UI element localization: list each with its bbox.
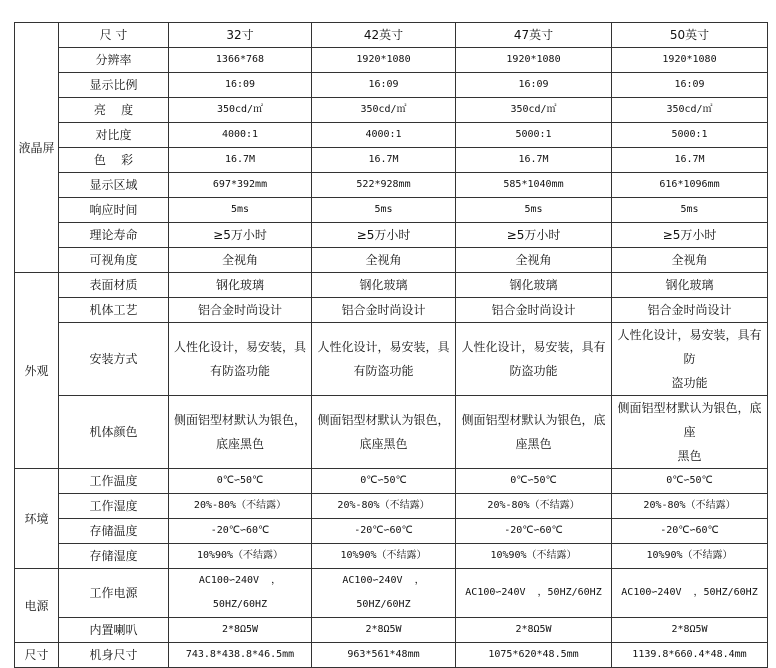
cell-value: 全视角 — [312, 248, 456, 273]
table-row — [15, 48, 768, 73]
cell-line: 底座黑色 — [359, 437, 408, 451]
cell-value: 743.8*438.8*46.5mm — [169, 643, 312, 668]
cell-value: 2*8Ω5W — [456, 618, 612, 643]
row-label: 亮 度 — [59, 98, 169, 123]
cell-value: -20℃∽60℃ — [169, 519, 312, 544]
table-row — [15, 173, 768, 198]
cell-line: 人性化设计，易安装，具 — [173, 340, 306, 354]
cell-value: 20%-80%（不结露） — [612, 494, 768, 519]
cell-value — [612, 569, 768, 618]
cell-value — [456, 396, 612, 469]
cell-line: AC100∽240V ， — [342, 575, 425, 586]
cell-line: 50HZ/60HZ — [212, 599, 268, 610]
table-row — [15, 148, 768, 173]
table-row — [15, 123, 768, 148]
row-label: 可视角度 — [59, 248, 169, 273]
cell-value: 全视角 — [456, 248, 612, 273]
cell-value: 16.7M — [612, 148, 768, 173]
cell-value: 16:09 — [612, 73, 768, 98]
header-size-42: 42英寸 — [312, 23, 456, 48]
cell-value: 16:09 — [169, 73, 312, 98]
row-label: 存储温度 — [59, 519, 169, 544]
cell-value: 5000:1 — [456, 123, 612, 148]
cell-value: -20℃∽60℃ — [456, 519, 612, 544]
row-label: 内置喇叭 — [59, 618, 169, 643]
header-size-32: 32寸 — [169, 23, 312, 48]
table-row — [15, 73, 768, 98]
table-row — [15, 98, 768, 123]
table-row — [15, 273, 768, 298]
cell-line: AC100∽240V ，50HZ/60HZ — [621, 587, 758, 598]
cell-value: 1366*768 — [169, 48, 312, 73]
table-row — [15, 223, 768, 248]
cell-value: 5000:1 — [612, 123, 768, 148]
cell-value — [612, 323, 768, 396]
row-label: 安装方式 — [59, 323, 169, 396]
row-label: 机体工艺 — [59, 298, 169, 323]
cell-value: 钢化玻璃 — [456, 273, 612, 298]
cell-value: -20℃∽60℃ — [312, 519, 456, 544]
row-label: 分辨率 — [59, 48, 169, 73]
cell-value: 10%90%（不结露） — [169, 544, 312, 569]
cell-value — [312, 323, 456, 396]
cell-line: 侧面铝型材默认为银色，底 — [461, 413, 606, 427]
cell-value — [456, 323, 612, 396]
cell-value: 5ms — [612, 198, 768, 223]
cell-value: 1920*1080 — [456, 48, 612, 73]
row-label: 对比度 — [59, 123, 169, 148]
table-row — [15, 569, 768, 618]
header-size-50: 50英寸 — [612, 23, 768, 48]
table-row — [15, 643, 768, 668]
table-row — [15, 544, 768, 569]
cell-value — [169, 396, 312, 469]
group-power: 电源 — [15, 569, 59, 643]
cell-value: 全视角 — [169, 248, 312, 273]
cell-value: 10%90%（不结露） — [612, 544, 768, 569]
cell-value: 0℃∽50℃ — [456, 469, 612, 494]
group-environment: 环境 — [15, 469, 59, 569]
cell-value: 铝合金时尚设计 — [612, 298, 768, 323]
cell-value: 铝合金时尚设计 — [312, 298, 456, 323]
cell-value: 2*8Ω5W — [612, 618, 768, 643]
cell-value: 钢化玻璃 — [169, 273, 312, 298]
row-label: 工作温度 — [59, 469, 169, 494]
cell-value: 0℃∽50℃ — [312, 469, 456, 494]
cell-line: 人性化设计，易安装，具有防 — [617, 328, 762, 366]
cell-line: 50HZ/60HZ — [356, 599, 411, 610]
row-label: 色 彩 — [59, 148, 169, 173]
cell-value: -20℃∽60℃ — [612, 519, 768, 544]
cell-value: 16:09 — [312, 73, 456, 98]
cell-line: 座黑色 — [515, 437, 552, 451]
row-label: 理论寿命 — [59, 223, 169, 248]
cell-value: 钢化玻璃 — [612, 273, 768, 298]
table-row — [15, 618, 768, 643]
cell-value: 350cd/㎡ — [456, 98, 612, 123]
cell-line: 防盗功能 — [509, 364, 558, 378]
row-label: 表面材质 — [59, 273, 169, 298]
cell-value — [169, 569, 312, 618]
cell-value: 4000:1 — [169, 123, 312, 148]
cell-value: 5ms — [456, 198, 612, 223]
table-row — [15, 248, 768, 273]
row-label: 存储湿度 — [59, 544, 169, 569]
cell-value: 20%-80%（不结露） — [456, 494, 612, 519]
cell-value — [456, 569, 612, 618]
cell-value: 16.7M — [456, 148, 612, 173]
cell-line: 侧面铝型材默认为银色， — [173, 413, 306, 427]
cell-value: 16.7M — [312, 148, 456, 173]
cell-value — [169, 323, 312, 396]
cell-value: 697*392mm — [169, 173, 312, 198]
cell-value: 1075*620*48.5mm — [456, 643, 612, 668]
cell-value: 10%90%（不结露） — [456, 544, 612, 569]
cell-value: 16:09 — [456, 73, 612, 98]
cell-value: 350cd/㎡ — [312, 98, 456, 123]
table-row-header — [15, 23, 768, 48]
cell-value: 0℃∽50℃ — [612, 469, 768, 494]
cell-line: 盗功能 — [671, 376, 708, 390]
header-size-47: 47英寸 — [456, 23, 612, 48]
cell-value: 0℃∽50℃ — [169, 469, 312, 494]
cell-line: 人性化设计，易安装，具有 — [461, 340, 606, 354]
cell-line: AC100∽240V ，50HZ/60HZ — [465, 587, 602, 598]
cell-line: AC100∽240V ， — [198, 575, 282, 586]
spec-table — [14, 22, 768, 668]
table-row — [15, 494, 768, 519]
cell-value: 5ms — [312, 198, 456, 223]
group-appearance: 外观 — [15, 273, 59, 469]
cell-value: 963*561*48mm — [312, 643, 456, 668]
cell-line: 侧面铝型材默认为银色，底座 — [617, 401, 762, 439]
table-row — [15, 298, 768, 323]
cell-value: ≥5万小时 — [169, 223, 312, 248]
cell-value: 全视角 — [612, 248, 768, 273]
row-label: 工作电源 — [59, 569, 169, 618]
group-lcd: 液晶屏 — [15, 23, 59, 273]
cell-value: 20%-80%（不结露） — [169, 494, 312, 519]
cell-value: 2*8Ω5W — [312, 618, 456, 643]
cell-value: 616*1096mm — [612, 173, 768, 198]
cell-value: 钢化玻璃 — [312, 273, 456, 298]
row-label: 工作湿度 — [59, 494, 169, 519]
row-label: 机身尺寸 — [59, 643, 169, 668]
cell-value: ≥5万小时 — [456, 223, 612, 248]
cell-line: 黑色 — [677, 449, 702, 463]
cell-value: 1920*1080 — [612, 48, 768, 73]
table-row — [15, 396, 768, 469]
cell-value: 20%-80%（不结露） — [312, 494, 456, 519]
cell-value: 铝合金时尚设计 — [169, 298, 312, 323]
table-row — [15, 323, 768, 396]
cell-value: 铝合金时尚设计 — [456, 298, 612, 323]
cell-value: ≥5万小时 — [312, 223, 456, 248]
row-label: 显示比例 — [59, 73, 169, 98]
table-row — [15, 469, 768, 494]
cell-value: ≥5万小时 — [612, 223, 768, 248]
cell-value: 16.7M — [169, 148, 312, 173]
cell-line: 底座黑色 — [215, 437, 264, 451]
cell-value: 1139.8*660.4*48.4mm — [612, 643, 768, 668]
cell-value: 4000:1 — [312, 123, 456, 148]
table-row — [15, 519, 768, 544]
cell-line: 有防盗功能 — [353, 364, 414, 378]
cell-value: 350cd/㎡ — [612, 98, 768, 123]
cell-value — [612, 396, 768, 469]
cell-value: 10%90%（不结露） — [312, 544, 456, 569]
cell-line: 侧面铝型材默认为银色， — [317, 413, 450, 427]
row-label: 机体颜色 — [59, 396, 169, 469]
cell-value — [312, 569, 456, 618]
cell-value: 585*1040mm — [456, 173, 612, 198]
cell-value: 1920*1080 — [312, 48, 456, 73]
table-row — [15, 198, 768, 223]
group-size: 尺寸 — [15, 643, 59, 668]
cell-value: 2*8Ω5W — [169, 618, 312, 643]
cell-value — [312, 396, 456, 469]
cell-line: 有防盗功能 — [209, 364, 270, 378]
row-label: 响应时间 — [59, 198, 169, 223]
row-label: 显示区域 — [59, 173, 169, 198]
cell-value: 5ms — [169, 198, 312, 223]
header-size-label: 尺 寸 — [59, 23, 169, 48]
cell-value: 522*928mm — [312, 173, 456, 198]
cell-value: 350cd/㎡ — [169, 98, 312, 123]
cell-line: 人性化设计，易安装，具 — [317, 340, 450, 354]
